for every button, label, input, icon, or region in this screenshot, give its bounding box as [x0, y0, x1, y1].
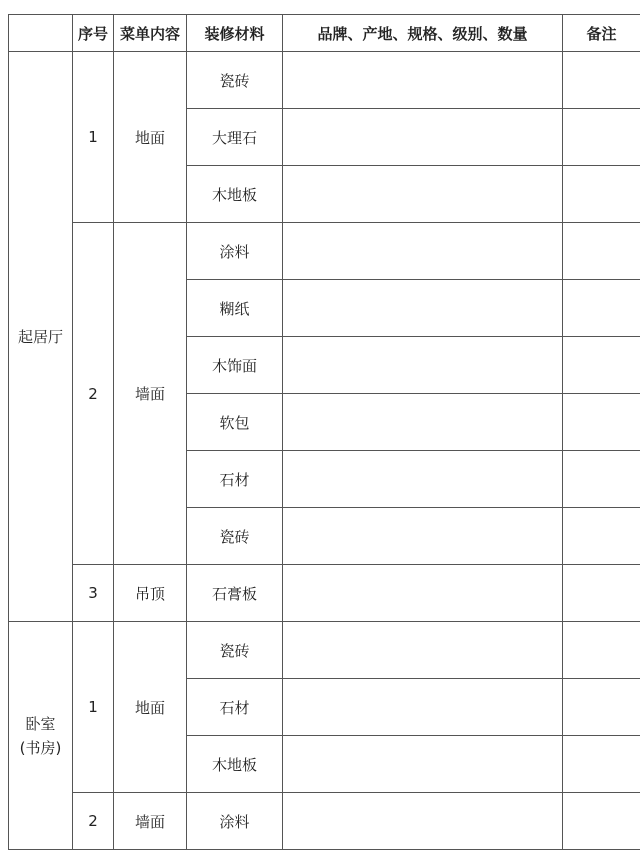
note-cell[interactable]	[563, 223, 640, 280]
seq-cell: 2	[73, 223, 114, 565]
header-content: 菜单内容	[114, 15, 187, 52]
seq-cell: 1	[73, 622, 114, 793]
note-cell[interactable]	[563, 622, 640, 679]
seq-cell: 3	[73, 565, 114, 622]
header-row	[9, 15, 640, 52]
note-cell[interactable]	[563, 109, 640, 166]
header-seq: 序号	[73, 15, 114, 52]
room-cell-living	[9, 52, 73, 622]
material-cell: 石膏板	[187, 565, 283, 622]
material-cell: 木地板	[187, 166, 283, 223]
header-material: 装修材料	[187, 15, 283, 52]
material-cell: 糊纸	[187, 280, 283, 337]
table-row	[9, 52, 640, 109]
table-row	[9, 622, 640, 679]
spec-cell[interactable]	[283, 622, 563, 679]
spec-cell[interactable]	[283, 394, 563, 451]
material-cell: 瓷砖	[187, 508, 283, 565]
table-row	[9, 793, 640, 850]
material-cell: 石材	[187, 451, 283, 508]
material-cell: 瓷砖	[187, 622, 283, 679]
materials-table	[8, 14, 640, 850]
material-cell: 涂料	[187, 793, 283, 850]
material-cell: 大理石	[187, 109, 283, 166]
material-cell: 涂料	[187, 223, 283, 280]
spec-cell[interactable]	[283, 223, 563, 280]
spec-cell[interactable]	[283, 451, 563, 508]
content-cell: 墙面	[114, 793, 187, 850]
material-cell: 瓷砖	[187, 52, 283, 109]
note-cell[interactable]	[563, 337, 640, 394]
note-cell[interactable]	[563, 451, 640, 508]
note-cell[interactable]	[563, 736, 640, 793]
content-cell: 墙面	[114, 223, 187, 565]
spec-cell[interactable]	[283, 736, 563, 793]
table-row	[9, 223, 640, 280]
spec-cell[interactable]	[283, 109, 563, 166]
content-cell: 地面	[114, 622, 187, 793]
spec-cell[interactable]	[283, 52, 563, 109]
note-cell[interactable]	[563, 508, 640, 565]
room-name-sub: (书房)	[19, 738, 62, 757]
header-room	[9, 15, 73, 52]
spec-cell[interactable]	[283, 166, 563, 223]
table-row	[9, 565, 640, 622]
spec-cell[interactable]	[283, 793, 563, 850]
note-cell[interactable]	[563, 679, 640, 736]
spec-cell[interactable]	[283, 508, 563, 565]
header-note: 备注	[563, 15, 640, 52]
spec-cell[interactable]	[283, 280, 563, 337]
seq-cell: 2	[73, 793, 114, 850]
note-cell[interactable]	[563, 793, 640, 850]
note-cell[interactable]	[563, 166, 640, 223]
content-cell: 地面	[114, 52, 187, 223]
note-cell[interactable]	[563, 394, 640, 451]
seq-cell: 1	[73, 52, 114, 223]
spec-cell[interactable]	[283, 565, 563, 622]
note-cell[interactable]	[563, 565, 640, 622]
note-cell[interactable]	[563, 52, 640, 109]
material-cell: 软包	[187, 394, 283, 451]
room-name: 起居厅	[17, 327, 63, 346]
room-name: 卧室	[25, 714, 56, 733]
note-cell[interactable]	[563, 280, 640, 337]
content-cell: 吊顶	[114, 565, 187, 622]
room-cell-bedroom	[9, 622, 73, 850]
materials-table-sheet	[8, 14, 640, 849]
spec-cell[interactable]	[283, 679, 563, 736]
material-cell: 石材	[187, 679, 283, 736]
spec-cell[interactable]	[283, 337, 563, 394]
material-cell: 木饰面	[187, 337, 283, 394]
header-spec: 品牌、产地、规格、级别、数量	[283, 15, 563, 52]
material-cell: 木地板	[187, 736, 283, 793]
